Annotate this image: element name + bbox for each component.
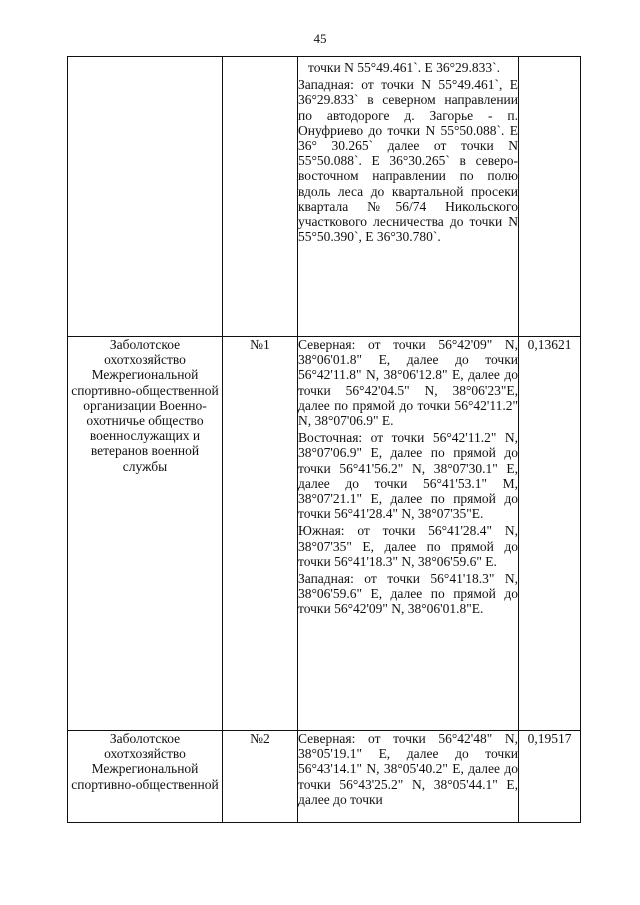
number-cell (223, 337, 298, 731)
number-cell (223, 731, 298, 823)
number-cell (223, 57, 298, 337)
area-value: 0,13621 (527, 337, 572, 352)
boundary-text: Восточная: от точки 56°42'11.2" N, 38°07'06.9" E, далее по прямой до точки 56°41'56.2" N, 38°07'30.1" E, далее до точки 56°41'53.1" M, 38°07'21.1" E, далее по прямой до точки 56°41'28.4" N, 38°07'35"E. (298, 430, 518, 522)
boundary-text: Западная: от точки N 55°49.461`, E 36°29.833` в северном направлении по автодороге д. Загорье - п. Онуфриево до точки N 55°50.088`. E 36° 30.265` далее от точки N 55°50.088`. E 36°30.265` в северо-восточном направлении по полю вдоль леса до квартальной просеки квартала №56/74 Никольского участкового лесничества до точки N 55°50.390`, E 36°30.780`. (298, 77, 518, 245)
table-row (68, 731, 581, 823)
table-row (68, 337, 581, 731)
plot-number: №2 (250, 731, 270, 746)
org-name: Заболотское охотхозяйство Межрегиональной спортивно-общественной организации Военно-охотничье общество военнослужащих и ветеранов военной службы (71, 337, 219, 474)
boundaries-cell (298, 731, 519, 823)
org-name: Заболотское охотхозяйство Межрегиональной спортивно-общественной (71, 731, 219, 792)
boundary-text: Северная: от точки 56°42'09" N, 38°06'01.8" E, далее до точки 56°42'11.8" N, 38°06'12.8" E, далее до точки 56°42'04.5" N, 38°06'23"E, далее по прямой до точки 56°42'11.2" N, 38°07'06.9" E. (298, 337, 518, 429)
hunting-grounds-table (67, 56, 581, 823)
page-number: 45 (313, 31, 327, 46)
area-value: 0,19517 (527, 731, 572, 746)
org-name-cell (68, 731, 223, 823)
area-cell (519, 731, 581, 823)
boundaries-cell (298, 57, 519, 337)
boundary-text: Западная: от точки 56°41'18.3" N, 38°06'59.6" E, далее по прямой до точки 56°42'09" N, 38°06'01.8"E. (298, 571, 518, 617)
boundary-text: точки N 55°49.461`. E 36°29.833`. (308, 60, 500, 75)
table-row (68, 57, 581, 337)
boundary-text: Северная: от точки 56°42'48" N, 38°05'19.1" E, далее до точки 56°43'14.1" N, 38°05'40.2" E, далее до точки 56°43'25.2" N, 38°05'44.1" E, далее до точки (298, 731, 518, 807)
org-name-cell (68, 337, 223, 731)
boundary-text: Южная: от точки 56°41'28.4" N, 38°07'35" E, далее по прямой до точки 56°41'18.3" N, 38°06'59.6" E. (298, 523, 518, 569)
boundaries-cell (298, 337, 519, 731)
org-name-cell (68, 57, 223, 337)
area-cell (519, 337, 581, 731)
area-cell (519, 57, 581, 337)
plot-number: №1 (250, 337, 270, 352)
